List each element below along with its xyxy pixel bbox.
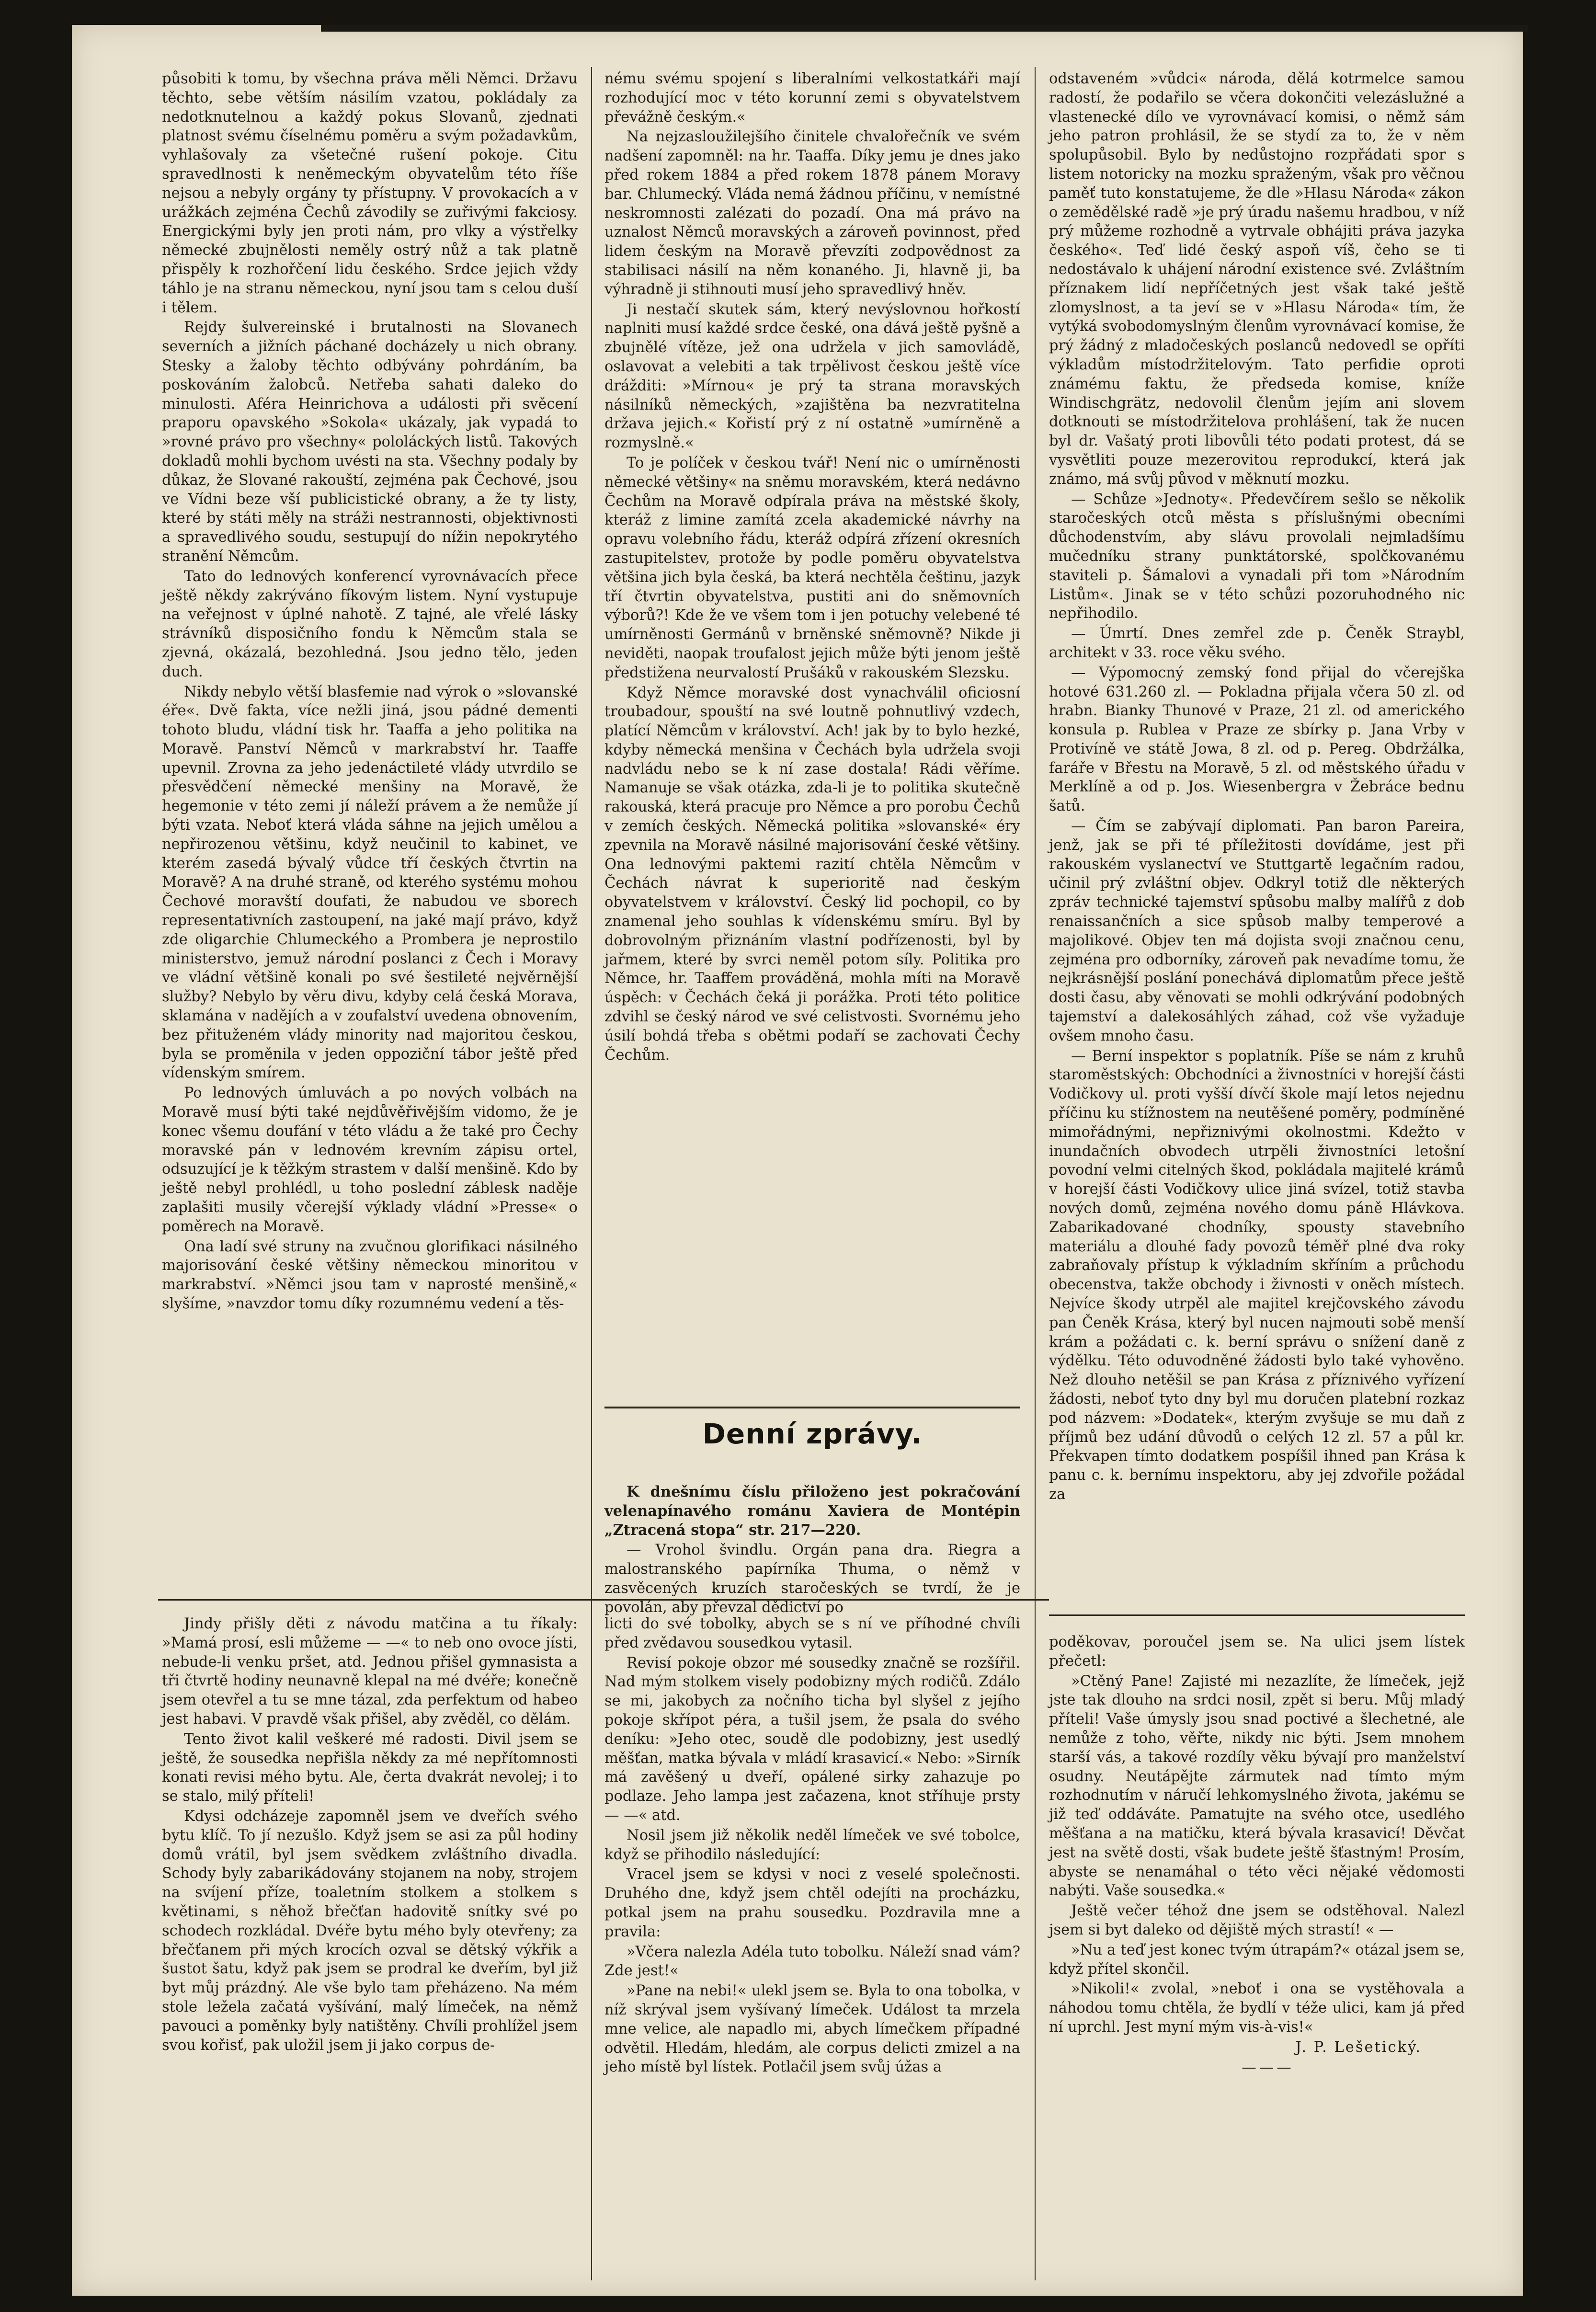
- paragraph: působiti k tomu, by všechna práva měli Němci. Državu těchto, sebe větším násilím vzatou, pokládaly za nedotknutelnou a každý pokus Slovanů, zjednati platnost svému číselnému poměru a svým požadavkům, vyhlašovaly za všetečné rušení pokoje. Citu spravedlnosti k neněmeckým obyvatelům této říše nejsou a nebyly orgány ty přístupny. V provokacích a v urážkách zejména Čechů závodily se zuřivými fakciosy. Energickými byly jen proti nám, pro vlky a výstřelky německé zbujnělosti neměly ostrý nůž a tak platně přispěly k rozhořčení lidu českého. Srdce jejich vždy táhlo je na stranu německou, nyní jsou tam s celou duší i tělem.: [162, 70, 578, 316]
- paragraph: Nikdy nebylo větší blasfemie nad výrok o »slovanské éře«. Dvě fakta, více nežli jiná, jsou pádné dementi tohoto bludu, vládní tisk hr. Taaffa a jeho politika na Moravě. Panství Němců v markrabství hr. Taaffe upevnil. Zrovna za jeho jedenáctileté vlády utvrdilo se přesvědčení německé menšiny na Moravě, že hegemonie v této zemi jí náleží právem a že nemůže jí býti vzata. Neboť která vláda sáhne na jejich umělou a nepřirozenou většinu, když neučinil to kabinet, ve kterém zasedá bývalý vůdce tří českých čtvrtin na Moravě? A na druhé straně, od kterého systému mohou Čechové moravští doufati, že nabudou ve sborech representativních zastoupení, na jaké mají právo, když zde oligarchie Chlumeckého a Prombera je neprostilo ministerstvo, jemuž národní poslanci z Čech i Moravy ve vládní většině konali po své šestileté nejvěrnější služby? Nebylo by věru divu, kdyby celá česká Morava, sklamána v nadějích a v zoufalství uvedena obnovením, bez přituženém vlády minority nad majoritou českou, byla se proměnila v jeden oppoziční tábor ještě před vídenským smírem.: [162, 683, 578, 1082]
- article-column-1: [162, 69, 578, 1396]
- paragraph: licti do své tobolky, abych se s ní ve příhodné chvíli před zvědavou sousedkou vytasil.: [604, 1615, 1020, 1651]
- paragraph: »Nu a teď jest konec tvým útrapám?« otázal jsem se, když přítel skončil.: [1049, 1941, 1465, 1978]
- paragraph: »Včera nalezla Adéla tuto tobolku. Náleží snad vám? Zde jest!«: [604, 1943, 1020, 1980]
- news-item: K dnešnímu číslu přiloženo jest pokračování velenapínavého románu Xaviera de Montépin „Ztracená stopa“ str. 217—220.: [604, 1483, 1020, 1539]
- top-rule: [321, 25, 1528, 32]
- feuilleton-column-2: [604, 1614, 1020, 2276]
- end-rule: ———: [1242, 2059, 1294, 2076]
- paragraph: Když Němce moravské dost vynachválil oficiosní troubadour, spouští na své loutně pohnutlivý vzdech, platící Němcům v království. Ach! jak by to bylo hezké, kdyby německá menšina v Čechách byla udržela svoji nadvládu nebo se k ní zase dostala! Rádi věříme. Namanuje se však otázka, zda-li je to politika skutečně rakouská, která pracuje pro Němce a pro porobu Čechů v zemích českých. Německá politika »slovanské« éry zpevnila na Moravě násilné majorisování české většiny. Ona lednovými paktemi razití chtěla Němcům v Čechách návrat k superioritě nad českým obyvatelstvem v království. Český lid pochopil, co by znamenal jeho souhlas k vídenskému smíru. Byl by dobrovolným přiznáním vlastní podřízenosti, byl by jařmem, které by svrci neměl potom síly. Politika pro Němce, hr. Taaffem prováděná, mohla míti na Moravě úspěch: v Čechách čeká ji porážka. Proti této politice zdvihl se český národ ve své celistvosti. Svornému jeho úsilí bohdá třeba s obětmi podaří se zachovati Čechy Čechům.: [604, 684, 1020, 1064]
- section-heading: Denní zprávy.: [702, 1418, 923, 1450]
- paragraph: Tato do lednových konferencí vyrovnávacích přece ještě někdy zakrýváno fíkovým listem. Nyní vystupuje na veřejnost v úplné nahotě. Z tajné, ale vřelé lásky strávníků disposičního fondu k Němcům stala se zjevná, okázalá, bezohledná. Jsou jedno tělo, jeden duch.: [162, 568, 578, 680]
- paragraph: To je políček v českou tvář! Není nic o umírněnosti německé většiny« na sněmu moravském, která nedávno Čechům na Moravě odpírala práva na městské školy, kteráž z limine zamítá zcela akademické návrhy na opravu volebního řádu, kteráž odpírá zřízení okresních zastupitelstev, protože by podle poměru obyvatelstva většina jich byla česká, ba která nechtěla češtinu, jazyk tří čtvrtin obyvatelstva, pustiti ani do sněmovních výborů?! Kde že ve všem tom i jen potuchy velebené té umírněnosti Germánů v brněnské sněmovně? Nikde ji neviděti, naopak troufalost jejich může býti jenom ještě předstižena neurvalostí Prušáků v rakouském Slezsku.: [604, 454, 1020, 681]
- paragraph: »Ctěný Pane! Zajisté mi nezazlíte, že límeček, jejž jste tak dlouho na srdci nosil, zpět si beru. Můj mladý příteli! Vaše úmysly jsou snad poctivé a šlechetné, ale nemůže z toho, věřte, nikdy nic býti. Jsem mnohem starší vás, a takové rozdíly věku bývají pro manželství osudny. Neutápějte zármutek nad tímto mým rozhodnutím v náručí lehkomyslného života, jakému se již teď oddáváte. Pamatujte na svého otce, usedlého měšťana a na matičku, která bývala krasavicí! Děvčat jest na světě dosti, však budete ještě šťastným! Prosím, abyste se nenamáhal o této věci nějaké vědomosti nabýti. Vaše sousedka.«: [1049, 1672, 1465, 1900]
- paragraph: Nosil jsem již několik neděl límeček ve své tobolce, když se přihodilo následující:: [604, 1827, 1020, 1863]
- article-column-2: [604, 69, 1020, 1396]
- feuilleton-column-1: [162, 1614, 578, 2276]
- feuilleton-column-3: [1049, 1633, 1465, 2275]
- paragraph: Ještě večer téhož dne jsem se odstěhoval. Nalezl jsem si byt daleko od dějiště mých strastí! « —: [1049, 1902, 1465, 1938]
- paragraph: Jindy přišly děti z návodu matčina a tu říkaly: »Mamá prosí, esli můžeme — —« to neb ono ovoce jísti, nebude-li venku pršet, atd. Jednou přišel gymnasista a tři čtvrtě hodiny neunavně klepal na mé dvéře; konečně jsem otevřel a tu se mne tázal, zda perfektum od habeo jest habavi. V pravdě však přišel, aby zvěděl, co dělám.: [162, 1615, 578, 1728]
- news-item: — Berní inspektor s poplatník. Píše se nám z kruhů staroměstských: Obchodníci a živnostníci v horejší části Vodičkovy ul. proti vyšší dívčí škole mají letos nejednu příčinu ku stížnostem na neutěšené poměry, podmíněné mimořádnými, nepřiznivými okolnostmi. Kdežto v inundačních obvodech utrpěli živnostníci letošní povodní velmi citelných škod, pokládala majitelé krámů v horejší části Vodičkovy ulice jiná svízel, totiž stavba nových domů, zejména nového domu páně Hlávkova. Zabarikadované chodníky, spousty stavebního materiálu a dlouhé fady povozů téměř plné dva roky zabraňovaly přístup k výkladním skříním a průchodu obecenstva, takže obchody i živnosti v oněch místech. Nejvíce škody utrpěl ale majitel krejčovského závodu pan Čeněk Krása, který byl nucen najmouti sobě menší krám a požádati c. k. berní správu o snížení daně z výdělku. Této oduvodněné žádosti bylo také vyhověno. Než dlouho netěšil se pan Krása z příznivého vyřízení žádosti, neboť tyto dny byl mu doručen platební rozkaz pod názvem: »Dodatek«, kterým zvyšuje se mu daň z příjmů bez udání důvodů o celých 12 zl. 57 a půl kr. Překvapen tímto dodatkem pospíšil ihned pan Krása k panu c. k. bernímu inspektoru, aby jej zdvořile požádal za: [1049, 1047, 1465, 1503]
- paragraph: Vracel jsem se kdysi v noci z veselé společnosti. Druhého dne, když jsem chtěl odejíti na procházku, potkal jsem na prahu sousedku. Pozdravila mne a pravila:: [604, 1866, 1020, 1940]
- news-item: — Výpomocný zemský fond přijal do včerejška hotové 631.260 zl. — Pokladna přijala včera 50 zl. od hrabn. Bianky Thunové v Praze, 21 zl. od amerického konsula p. Rublea v Praze ze sbírky p. Jana Vrby v Protivíně ve státě Jowa, 8 zl. od p. Pereg. Obdržálka, faráře v Břestu na Moravě, 5 zl. od městského úřadu v Merklíně a od p. Jos. Wiesenbergra v Žebráce bednu šatů.: [1049, 664, 1465, 815]
- news-item: — Úmrtí. Dnes zemřel zde p. Čeněk Straybl, architekt v 33. roce věku svého.: [1049, 625, 1465, 661]
- news-column-2: [604, 1483, 1020, 1616]
- paragraph: poděkovav, poroučel jsem se. Na ulici jsem lístek přečetl:: [1049, 1634, 1465, 1670]
- paragraph: Kdysi odcházeje zapomněl jsem ve dveřích svého bytu klíč. To jí nezušlo. Když jsem se asi za půl hodiny domů vrátil, byl jsem svědkem zvláštního divadla. Schody byly zabarikádovány stojanem na noby, strojem na svíjení příze, toaletním stolkem a stolkem s květinami, s něhož břečťan hadovitě snítky své po schodech rozkládal. Dvéře bytu mého byly otevřeny; za břečťanem při mých krocích ozval se dětský výkřik a šustot šatu, když pak jsem se prodral ke dveřím, byl již byt můj prázdný. Ale vše bylo tam přeházeno. Na mém stole ležela začatá vyšívání, malý límeček, na němž pavouci a poměnky byly natištěny. Chvíli prohlížel jsem svou kořisť, pak uložil jsem ji jako corpus de-: [162, 1808, 578, 2054]
- section-rule: [604, 1407, 1020, 1408]
- feuilleton-rule: [1049, 1614, 1465, 1616]
- paragraph: Tento život kalil veškeré mé radosti. Divil jsem se ještě, že sousedka nepřišla někdy za mé nepřítomnosti konati revisi mého bytu. Ale, čerta dvakrát nevolej; i to se stalo, milý příteli!: [162, 1730, 578, 1805]
- column-divider: [1035, 67, 1036, 2280]
- paragraph: Ona ladí své struny na zvučnou glorifikaci násilného majorisování české většiny německou minoritou v markrabství. »Němci jsou tam v naprosté menšině,« slyšíme, »navzdor tomu díky rozumnému vedení a těs-: [162, 1238, 578, 1312]
- news-item: — Vrohol švindlu. Orgán pana dra. Riegra a malostranského papírníka Thuma, o němž v zasvěcených kruzích staročeských se tvrdí, že je povolán, aby převzal dědictví po: [604, 1542, 1020, 1616]
- news-item: odstaveném »vůdci« národa, dělá kotrmelce samou radostí, že podařilo se včera dokončiti velezáslužné a vlastenecké dílo ve vyrovnávací komisi, o němž sám jeho patron prohlásil, že se stydí za to, že v něm spolupůsobil. Bylo by nedůstojno rozpřádati spor s listem notoricky na mozku spraženým, však pro věčnou paměť tuto konstatujeme, že dle »Hlasu Národa« zákon o zemědělské radě »je prý úradu našemu hradbou, v níž prý můžeme rozhodně a vytrvale obhájiti práva jazyka českého«. Teď lidé český aspoň víš, čeho se ti nedostávalo k uhájení národní existence své. Zvláštním příznakem lidí nepříčetných jest však také ještě zlomyslnost, a ta jeví se v »Hlasu Národa« tím, že vytýká svobodomyslným členům vyrovnávací komise, že prý žádný z mladočeských poslanců nedovedl se opříti výkladům místodržitelovým. Tato perfidie oproti známému faktu, že předseda komise, kníže Windischgrätz, nedovolil členům jejím ani slovem dotknouti se místodržitelova prohlášení, tak že nucen byl dr. Vašatý proti libovůli této podati protest, dá se vysvětliti pouze mezerovitou reprodukcí, která jak známo, má svůj původ v měknutí mozku.: [1049, 70, 1465, 488]
- news-item: — Schůze »Jednoty«. Předevčírem sešlo se několik staročeských otců města s příslušnými obecními důchodenstvím, aby slávu provolali nejmladšímu mučedníku strany punktátorské, spolčkovanému staviteli p. Šámalovi a vynadali při tom »Národním Listům«. Jinak se v této schůzi pozoruhodného nic nepřihodilo.: [1049, 491, 1465, 622]
- paragraph: Na nejzasloužilejšího činitele chvalořečník ve svém nadšení zapomněl: na hr. Taaffa. Díky jemu je dnes jako před rokem 1884 a před rokem 1878 pánem Moravy bar. Chlumecký. Vláda nemá žádnou příčinu, v nemístné neskromnosti zalézati do pozadí. Ona má právo na uznalost Němců moravských a zároveň povinnost, před lidem českým na Moravě převzíti zodpovědnost za stabilisaci násilí na něm konaného. Ji, hlavně ji, ba výhradně ji stihnouti musí jeho spravedlivý hněv.: [604, 128, 1020, 298]
- paragraph: Ji nestačí skutek sám, který nevýslovnou hořkostí naplniti musí každé srdce české, ona dává ještě pyšně a zbujnělé vítěze, jež ona udržela v jich samovládě, oslavovat a velebiti a tak trpělivost českou ještě více drážditi: »Mírnou« je prý ta strana moravských násilníků německých, »zajištěna ba nezvratitelna država jejich.« Kořistí prý z ní ostatně »umírněně a rozmyslně.«: [604, 301, 1020, 452]
- paragraph: »Pane na nebi!« ulekl jsem se. Byla to ona tobolka, v níž skrýval jsem vyšívaný límeček. Událost ta mrzela mne velice, ale napadlo mi, abych límečkem případné odvětil. Hledám, hledám, ale corpus delicti zmizel a na jeho místě byl lístek. Potlačil jsem svůj úžas a: [604, 1982, 1020, 2076]
- author-signature: J. P. Lešetický.: [1295, 2038, 1422, 2056]
- paragraph: nému svému spojení s liberalními velkostatkáři mají rozhodující moc v této korunní zemi s obyvatelstvem převážně českým.«: [604, 70, 1020, 126]
- column-divider: [591, 67, 592, 2280]
- paragraph: Po lednových úmluvách a po nových volbách na Moravě musí býti také nejdůvěřivějším vidomo, že je konec všemu doufání v této vládu a že také pro Čechy moravské pán v lednovém krevním zápisu ortel, odsuzující je k těžkým strastem v další menšině. Kdo by ještě nebyl prohlédl, u toho poslední záblesk naděje zaplašiti musily včerejší výklady vládní »Presse« o poměrech na Moravě.: [162, 1085, 578, 1235]
- paragraph: »Nikoli!« zvolal, »neboť i ona se vystěhovala a náhodou tomu chtěla, že bydlí v téže ulici, kam já před ní uprchl. Jest myní mým vis-à-vis!«: [1049, 1980, 1465, 2036]
- news-item: — Čím se zabývají diplomati. Pan baron Pareira, jenž, jak se při té příležitosti dovídáme, jest při rakouském vyslanectví ve Stuttgartě legačním radou, učinil prý zvláštní objev. Odkryl totiž dle některých zpráv technické tajemství spůsobu malby malířů z dob renaissančních a sice spůsob malby temperové a majolikové. Objev ten má dojista svoji značnou cenu, zejména pro odborníky, zároveň pak nevadíme tomu, že nejkrásnější poslání ponechává diplomatům přece ještě dosti času, aby věnovati se mohli odkrývání podobných tajemství a dalekosáhlých záhad, což vše vyžaduje ovšem mnoho času.: [1049, 818, 1465, 1044]
- news-column-3: [1049, 69, 1465, 1564]
- paragraph: Rejdy šulvereinské i brutalnosti na Slovanech severních a jižních páchané docházely u nich obrany. Stesky a žaloby těchto odbývány pohrdáním, ba poskováním žalobců. Netřeba sahati daleko do minulosti. Aféra Heinrichova a události při svěcení praporu opavského »Sokola« ukázaly, jak vypadá to »rovné právo pro všechny« pololáckých listů. Takových dokladů mohli bychom uvésti na sta. Všechny podaly by důkaz, že Slované rakouští, zejména pak Čechové, jsou ve Vídni beze vší publicistické obrany, a že ty listy, které by státi měly na stráži nestrannosti, objektivnosti a spravedlivého soudu, sestupují do nížin nepokrytého stranění Němcům.: [162, 319, 578, 565]
- paragraph: Revisí pokoje obzor mé sousedky značně se rozšířil. Nad mým stolkem visely podobizny mých rodičů. Zdálo se mi, jakobych za nočního ticha byl slyšel z jejího pokoje skřípot péra, a tušil jsem, že psala do svého deníku: »Jeho otec, soudě dle podobizny, jest usedlý měšťan, matka bývala v mládí krasavicí.« Nebo: »Sirník má zavěšený u dveří, opálené sirky zahazuje po podlaze. Jeho lampa jest začazena, knot stříhuje prsty — —« atd.: [604, 1654, 1020, 1824]
